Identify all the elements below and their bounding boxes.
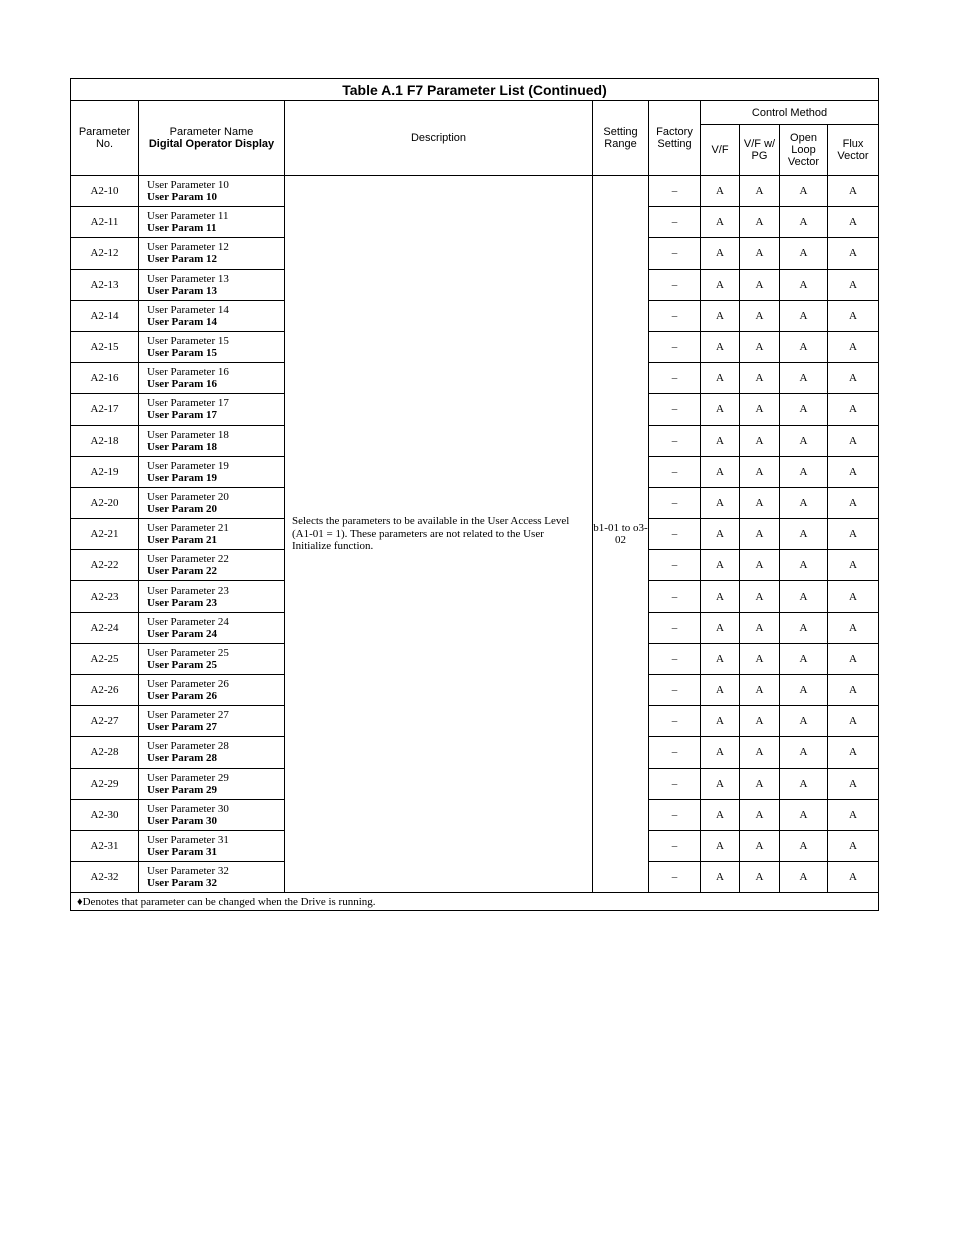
control-vf: A xyxy=(701,550,740,581)
header-vf: V/F xyxy=(701,125,740,176)
control-vf: A xyxy=(701,487,740,518)
param-display-name: User Param 24 xyxy=(147,627,218,640)
param-display-name: User Param 28 xyxy=(147,752,218,765)
factory-setting: – xyxy=(649,425,701,456)
control-flux-vector: A xyxy=(828,425,879,456)
control-flux-vector: A xyxy=(828,830,879,861)
param-name-cell xyxy=(139,269,285,300)
param-number: A2-16 xyxy=(71,363,139,394)
control-vf: A xyxy=(701,363,740,394)
control-vf: A xyxy=(701,799,740,830)
param-name: User Parameter 21 xyxy=(147,522,229,535)
param-display-name: User Param 25 xyxy=(147,658,218,671)
control-open-loop-vector: A xyxy=(780,675,828,706)
param-number: A2-18 xyxy=(71,425,139,456)
param-name-cell xyxy=(139,675,285,706)
param-display-name: User Param 11 xyxy=(147,222,217,235)
factory-setting: – xyxy=(649,799,701,830)
header-description: Description xyxy=(285,101,593,176)
factory-setting: – xyxy=(649,363,701,394)
factory-setting: – xyxy=(649,862,701,893)
table-row xyxy=(71,176,879,207)
factory-setting: – xyxy=(649,550,701,581)
factory-setting: – xyxy=(649,643,701,674)
param-name: User Parameter 25 xyxy=(147,646,229,659)
factory-setting: – xyxy=(649,207,701,238)
control-vf-pg: A xyxy=(740,830,780,861)
header-setting-range: Setting Range xyxy=(593,101,649,176)
param-number: A2-24 xyxy=(71,612,139,643)
control-open-loop-vector: A xyxy=(780,331,828,362)
control-vf-pg: A xyxy=(740,176,780,207)
factory-setting: – xyxy=(649,238,701,269)
control-open-loop-vector: A xyxy=(780,830,828,861)
control-vf-pg: A xyxy=(740,425,780,456)
control-vf-pg: A xyxy=(740,207,780,238)
param-name: User Parameter 10 xyxy=(147,179,229,192)
control-flux-vector: A xyxy=(828,737,879,768)
control-vf-pg: A xyxy=(740,737,780,768)
param-name: User Parameter 29 xyxy=(147,771,229,784)
control-vf-pg: A xyxy=(740,487,780,518)
param-number: A2-22 xyxy=(71,550,139,581)
control-vf-pg: A xyxy=(740,550,780,581)
param-name-cell xyxy=(139,519,285,550)
param-name: User Parameter 32 xyxy=(147,865,229,878)
control-flux-vector: A xyxy=(828,643,879,674)
control-flux-vector: A xyxy=(828,331,879,362)
control-vf-pg: A xyxy=(740,394,780,425)
control-flux-vector: A xyxy=(828,581,879,612)
param-name: User Parameter 22 xyxy=(147,553,229,566)
param-name: User Parameter 26 xyxy=(147,678,229,691)
param-name: User Parameter 24 xyxy=(147,615,229,628)
control-open-loop-vector: A xyxy=(780,394,828,425)
factory-setting: – xyxy=(649,394,701,425)
param-display-name: User Param 23 xyxy=(147,596,218,609)
control-open-loop-vector: A xyxy=(780,581,828,612)
param-number: A2-29 xyxy=(71,768,139,799)
control-flux-vector: A xyxy=(828,300,879,331)
param-name-cell xyxy=(139,550,285,581)
param-display-name: User Param 17 xyxy=(147,409,218,422)
description-cell: Selects the parameters to be available in the User Access Level (A1-01 = 1). These parameters are not related to the User Initialize function. xyxy=(285,176,593,893)
param-name-cell xyxy=(139,331,285,362)
param-name-cell xyxy=(139,363,285,394)
param-name-cell xyxy=(139,456,285,487)
control-open-loop-vector: A xyxy=(780,550,828,581)
param-display-name: User Param 22 xyxy=(147,565,218,578)
param-number: A2-30 xyxy=(71,799,139,830)
control-open-loop-vector: A xyxy=(780,269,828,300)
control-vf-pg: A xyxy=(740,799,780,830)
header-open-loop-vector: Open Loop Vector xyxy=(780,125,828,176)
header-param-no: Parameter No. xyxy=(71,101,139,176)
control-vf: A xyxy=(701,519,740,550)
control-flux-vector: A xyxy=(828,706,879,737)
param-name: User Parameter 17 xyxy=(147,397,229,410)
control-open-loop-vector: A xyxy=(780,176,828,207)
param-display-name: User Param 15 xyxy=(147,347,218,360)
control-flux-vector: A xyxy=(828,550,879,581)
parameter-table xyxy=(70,78,879,911)
param-display-name: User Param 10 xyxy=(147,191,218,204)
param-display-name: User Param 12 xyxy=(147,253,218,266)
factory-setting: – xyxy=(649,706,701,737)
control-flux-vector: A xyxy=(828,363,879,394)
setting-range-cell: b1-01 to o3-02 xyxy=(593,176,649,893)
param-name-cell xyxy=(139,799,285,830)
param-number: A2-32 xyxy=(71,862,139,893)
param-name: User Parameter 28 xyxy=(147,740,229,753)
control-flux-vector: A xyxy=(828,799,879,830)
control-flux-vector: A xyxy=(828,862,879,893)
param-name: User Parameter 20 xyxy=(147,490,229,503)
param-name-cell xyxy=(139,830,285,861)
header-factory-setting: Factory Setting xyxy=(649,101,701,176)
param-number: A2-19 xyxy=(71,456,139,487)
param-number: A2-20 xyxy=(71,487,139,518)
control-vf: A xyxy=(701,581,740,612)
control-vf: A xyxy=(701,612,740,643)
control-flux-vector: A xyxy=(828,456,879,487)
param-name-cell xyxy=(139,207,285,238)
header-control-method: Control Method xyxy=(701,101,879,125)
param-display-name: User Param 14 xyxy=(147,315,218,328)
param-name: User Parameter 31 xyxy=(147,834,229,847)
param-number: A2-31 xyxy=(71,830,139,861)
control-open-loop-vector: A xyxy=(780,425,828,456)
param-name-cell xyxy=(139,425,285,456)
control-open-loop-vector: A xyxy=(780,706,828,737)
param-name: User Parameter 30 xyxy=(147,802,229,815)
param-name-cell xyxy=(139,487,285,518)
control-flux-vector: A xyxy=(828,176,879,207)
control-vf: A xyxy=(701,394,740,425)
control-vf-pg: A xyxy=(740,643,780,674)
control-flux-vector: A xyxy=(828,675,879,706)
factory-setting: – xyxy=(649,176,701,207)
factory-setting: – xyxy=(649,768,701,799)
header-param-name-label: Parameter Name xyxy=(169,126,254,138)
control-flux-vector: A xyxy=(828,612,879,643)
param-name: User Parameter 18 xyxy=(147,428,229,441)
control-flux-vector: A xyxy=(828,394,879,425)
control-vf-pg: A xyxy=(740,862,780,893)
param-display-name: User Param 26 xyxy=(147,690,218,703)
param-name-cell xyxy=(139,612,285,643)
control-vf-pg: A xyxy=(740,269,780,300)
param-display-name: User Param 19 xyxy=(147,471,218,484)
param-name: User Parameter 16 xyxy=(147,366,229,379)
table-title: Table A.1 F7 Parameter List (Continued) xyxy=(71,79,879,101)
control-vf: A xyxy=(701,456,740,487)
param-display-name: User Param 20 xyxy=(147,502,218,515)
control-vf: A xyxy=(701,830,740,861)
param-number: A2-13 xyxy=(71,269,139,300)
factory-setting: – xyxy=(649,519,701,550)
factory-setting: – xyxy=(649,331,701,362)
control-vf: A xyxy=(701,675,740,706)
param-display-name: User Param 31 xyxy=(147,846,218,859)
param-name: User Parameter 13 xyxy=(147,272,229,285)
param-display-name: User Param 21 xyxy=(147,534,218,547)
param-name: User Parameter 15 xyxy=(147,335,229,348)
param-name-cell xyxy=(139,737,285,768)
factory-setting: – xyxy=(649,300,701,331)
header-flux-vector: Flux Vector xyxy=(828,125,879,176)
factory-setting: – xyxy=(649,612,701,643)
control-open-loop-vector: A xyxy=(780,238,828,269)
control-vf-pg: A xyxy=(740,363,780,394)
header-param-name xyxy=(139,101,285,176)
control-vf-pg: A xyxy=(740,581,780,612)
param-name-cell xyxy=(139,768,285,799)
param-name-cell xyxy=(139,581,285,612)
param-display-name: User Param 30 xyxy=(147,814,218,827)
control-flux-vector: A xyxy=(828,238,879,269)
param-name-cell xyxy=(139,706,285,737)
control-vf-pg: A xyxy=(740,300,780,331)
param-number: A2-21 xyxy=(71,519,139,550)
control-vf: A xyxy=(701,207,740,238)
control-open-loop-vector: A xyxy=(780,456,828,487)
control-vf-pg: A xyxy=(740,331,780,362)
param-display-name: User Param 18 xyxy=(147,440,218,453)
param-number: A2-28 xyxy=(71,737,139,768)
param-display-name: User Param 27 xyxy=(147,721,218,734)
control-open-loop-vector: A xyxy=(780,862,828,893)
param-name-cell xyxy=(139,238,285,269)
control-vf: A xyxy=(701,331,740,362)
control-open-loop-vector: A xyxy=(780,207,828,238)
param-number: A2-10 xyxy=(71,176,139,207)
param-name-cell xyxy=(139,300,285,331)
param-name: User Parameter 27 xyxy=(147,709,229,722)
control-vf: A xyxy=(701,768,740,799)
param-name: User Parameter 14 xyxy=(147,303,229,316)
param-number: A2-25 xyxy=(71,643,139,674)
control-flux-vector: A xyxy=(828,768,879,799)
control-open-loop-vector: A xyxy=(780,799,828,830)
control-open-loop-vector: A xyxy=(780,519,828,550)
param-number: A2-23 xyxy=(71,581,139,612)
param-name-cell xyxy=(139,176,285,207)
control-flux-vector: A xyxy=(828,207,879,238)
param-display-name: User Param 32 xyxy=(147,877,218,890)
param-name-cell xyxy=(139,643,285,674)
param-number: A2-14 xyxy=(71,300,139,331)
control-vf: A xyxy=(701,238,740,269)
control-vf-pg: A xyxy=(740,238,780,269)
control-vf: A xyxy=(701,737,740,768)
factory-setting: – xyxy=(649,456,701,487)
factory-setting: – xyxy=(649,737,701,768)
param-name: User Parameter 12 xyxy=(147,241,229,254)
control-open-loop-vector: A xyxy=(780,487,828,518)
param-number: A2-27 xyxy=(71,706,139,737)
param-display-name: User Param 29 xyxy=(147,783,218,796)
control-open-loop-vector: A xyxy=(780,768,828,799)
control-vf: A xyxy=(701,862,740,893)
control-open-loop-vector: A xyxy=(780,300,828,331)
param-name-cell xyxy=(139,394,285,425)
param-name: User Parameter 19 xyxy=(147,459,229,472)
control-vf-pg: A xyxy=(740,675,780,706)
control-open-loop-vector: A xyxy=(780,363,828,394)
control-vf-pg: A xyxy=(740,768,780,799)
header-param-display-label: Digital Operator Display xyxy=(148,138,275,150)
param-number: A2-26 xyxy=(71,675,139,706)
control-flux-vector: A xyxy=(828,269,879,300)
control-open-loop-vector: A xyxy=(780,612,828,643)
factory-setting: – xyxy=(649,581,701,612)
control-vf-pg: A xyxy=(740,456,780,487)
control-vf-pg: A xyxy=(740,612,780,643)
control-vf: A xyxy=(701,300,740,331)
control-vf: A xyxy=(701,176,740,207)
factory-setting: – xyxy=(649,830,701,861)
param-name-cell xyxy=(139,862,285,893)
param-number: A2-11 xyxy=(71,207,139,238)
param-name: User Parameter 11 xyxy=(147,210,229,223)
factory-setting: – xyxy=(649,675,701,706)
param-number: A2-12 xyxy=(71,238,139,269)
factory-setting: – xyxy=(649,269,701,300)
control-vf: A xyxy=(701,269,740,300)
control-vf: A xyxy=(701,706,740,737)
param-name: User Parameter 23 xyxy=(147,584,229,597)
control-vf-pg: A xyxy=(740,519,780,550)
control-vf: A xyxy=(701,643,740,674)
control-open-loop-vector: A xyxy=(780,737,828,768)
control-flux-vector: A xyxy=(828,487,879,518)
control-flux-vector: A xyxy=(828,519,879,550)
factory-setting: – xyxy=(649,487,701,518)
param-number: A2-15 xyxy=(71,331,139,362)
param-display-name: User Param 16 xyxy=(147,378,218,391)
footnote: ♦Denotes that parameter can be changed when the Drive is running. xyxy=(71,893,879,911)
param-display-name: User Param 13 xyxy=(147,284,218,297)
control-open-loop-vector: A xyxy=(780,643,828,674)
header-vf-pg: V/F w/ PG xyxy=(740,125,780,176)
control-vf-pg: A xyxy=(740,706,780,737)
control-vf: A xyxy=(701,425,740,456)
param-number: A2-17 xyxy=(71,394,139,425)
